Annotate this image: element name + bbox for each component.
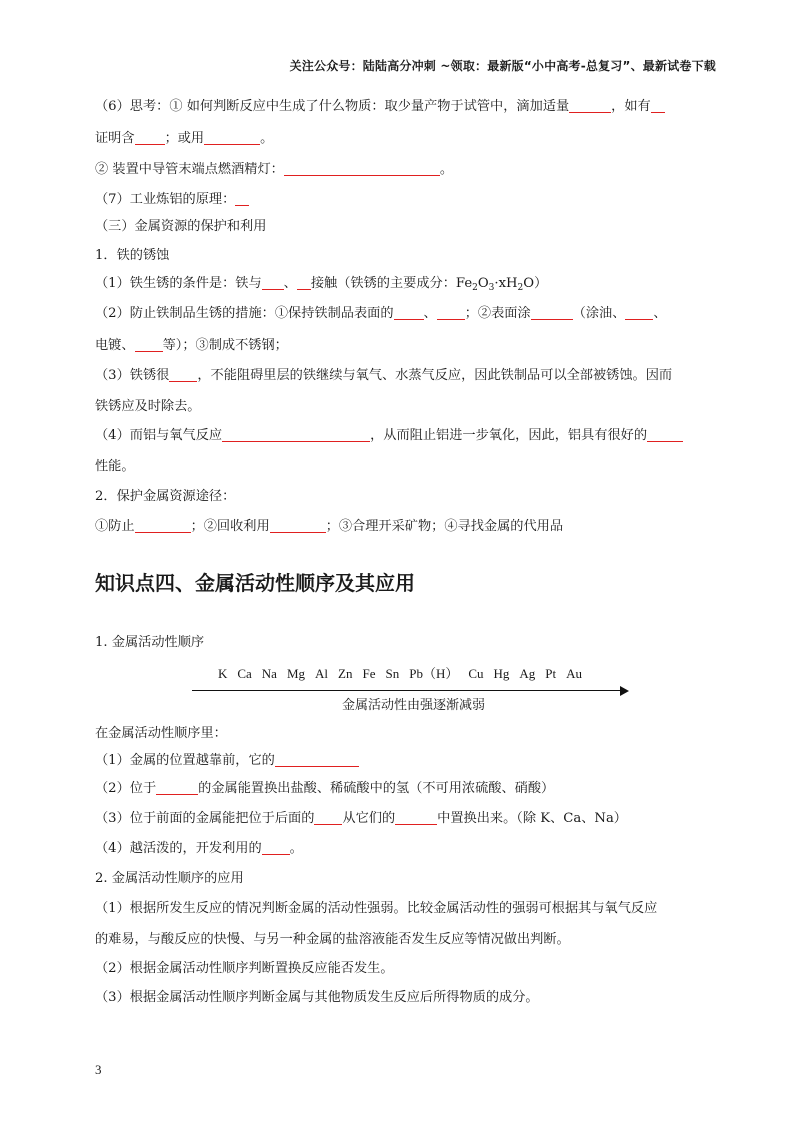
- arrow-right-icon: [620, 686, 629, 696]
- blank[interactable]: [625, 305, 653, 320]
- arrow-caption: 金属活动性由强逐渐减弱: [342, 698, 486, 713]
- metal-symbol: Na: [261, 666, 277, 681]
- blank[interactable]: [531, 305, 573, 320]
- q6-line-2: 证明含 ；或用 。: [95, 131, 274, 146]
- blank[interactable]: [437, 305, 465, 320]
- order-rule-1: （1）金属的位置越靠前，它的: [95, 752, 359, 770]
- blank[interactable]: [395, 810, 437, 825]
- subsection-1-title: 1．铁的锈蚀: [95, 248, 170, 263]
- q6-2-line: ② 装置中导管末端点燃酒精灯： 。: [95, 162, 454, 177]
- blank[interactable]: [275, 752, 359, 767]
- q7-line: （7）工业炼铝的原理：: [95, 191, 249, 209]
- rust-prevention-line: （2）防止铁制品生锈的措施：①保持铁制品表面的 、 ；②表面涂 （涂油、 、: [95, 306, 667, 321]
- blank[interactable]: [235, 191, 249, 206]
- page-number: 3: [95, 1062, 102, 1077]
- blank[interactable]: [394, 305, 424, 320]
- order-title: 1. 金属活动性顺序: [95, 635, 205, 650]
- application-1: （1）根据所发生反应的情况判断金属的活动性强弱。比较金属活动性的强弱可根据其与氧气反应: [95, 901, 658, 916]
- blank[interactable]: [204, 130, 260, 145]
- blank[interactable]: [297, 275, 311, 290]
- blank[interactable]: [262, 275, 284, 290]
- blank[interactable]: [647, 427, 683, 442]
- order-rule-3: （3）位于前面的金属能把位于后面的 从它们的 中置换出来。（除 K、Ca、Na）: [95, 811, 627, 826]
- blank[interactable]: [169, 367, 197, 382]
- metal-symbol: Al: [315, 666, 329, 681]
- rust-prevention-line-2: 电镀、 等）；③制成不锈钢；: [95, 338, 288, 353]
- aluminum-line: （4）而铝与氧气反应 ，从而阻止铝进一步氧化，因此，铝具有很好的: [95, 427, 683, 445]
- blank[interactable]: [135, 337, 163, 352]
- q6-line: （6）思考：① 如何判断反应中生成了什么物质：取少量产物于试管中，滴加适量 ，如有: [95, 98, 665, 116]
- application-3: （3）根据金属活动性顺序判断金属与其他物质发生反应后所得物质的成分。: [95, 990, 539, 1005]
- metal-symbol: Au: [566, 666, 583, 681]
- metal-symbol: Hg: [493, 666, 510, 681]
- metal-symbol: Ag: [519, 666, 536, 681]
- arrow-line: [192, 690, 622, 691]
- blank[interactable]: [569, 98, 611, 113]
- blank[interactable]: [262, 840, 290, 855]
- blank[interactable]: [314, 810, 342, 825]
- rust-loose-line-2: 铁锈应及时除去。: [95, 399, 201, 414]
- metal-symbol: Fe: [362, 666, 376, 681]
- protection-line: ①防止 ；②回收利用 ；③合理开采矿物；④寻找金属的代用品: [95, 519, 564, 534]
- in-order-line: 在金属活动性顺序里：: [95, 726, 227, 741]
- aluminum-line-2: 性能。: [95, 459, 135, 474]
- order-rule-4: （4）越活泼的，开发利用的 。: [95, 841, 303, 856]
- metal-symbol: Zn: [338, 666, 353, 681]
- blank[interactable]: [270, 518, 326, 533]
- application-2: （2）根据金属活动性顺序判断置换反应能否发生。: [95, 961, 394, 976]
- metal-symbol: Pb（H）: [409, 666, 459, 681]
- application-1-cont: 的难易，与酸反应的快慢、与另一种金属的盐溶液能否发生反应等情况做出判断。: [95, 932, 570, 947]
- metal-symbol: K: [217, 666, 228, 681]
- blank[interactable]: [135, 130, 165, 145]
- blank[interactable]: [135, 518, 191, 533]
- blank[interactable]: [156, 780, 198, 795]
- metal-symbol: Cu: [468, 666, 484, 681]
- rust-loose-line: （3）铁锈很 ，不能阻碍里层的铁继续与氧气、水蒸气反应，因此铁制品可以全部被锈蚀。因而: [95, 368, 673, 383]
- blank[interactable]: [284, 161, 440, 176]
- rust-condition-line: （1）铁生锈的条件是：铁与 、 接触（铁锈的主要成分：$Fe_2O_3\cdot xH_2O$）: [95, 276, 548, 293]
- blank[interactable]: [651, 98, 665, 113]
- metal-activity-series: [0, 663, 800, 682]
- metal-symbol: Pt: [545, 666, 557, 681]
- metal-symbol: Sn: [385, 666, 400, 681]
- metal-symbol: Mg: [286, 666, 306, 681]
- section-heading: 知识点四、金属活动性顺序及其应用: [95, 571, 415, 595]
- metal-symbol: Ca: [237, 666, 252, 681]
- order-rule-2: （2）位于 的金属能置换出盐酸、稀硫酸中的氢（不可用浓硫酸、硝酸）: [95, 781, 555, 796]
- section-3-title: （三）金属资源的保护和利用: [95, 219, 267, 234]
- application-title: 2. 金属活动性顺序的应用: [95, 871, 244, 886]
- subsection-2-title: 2．保护金属资源途径：: [95, 489, 236, 504]
- blank[interactable]: [222, 427, 370, 442]
- page-header: 关注公众号：陆陆高分冲刺 ~领取：最新版“小中高考-总复习”、最新试卷下载: [289, 59, 716, 73]
